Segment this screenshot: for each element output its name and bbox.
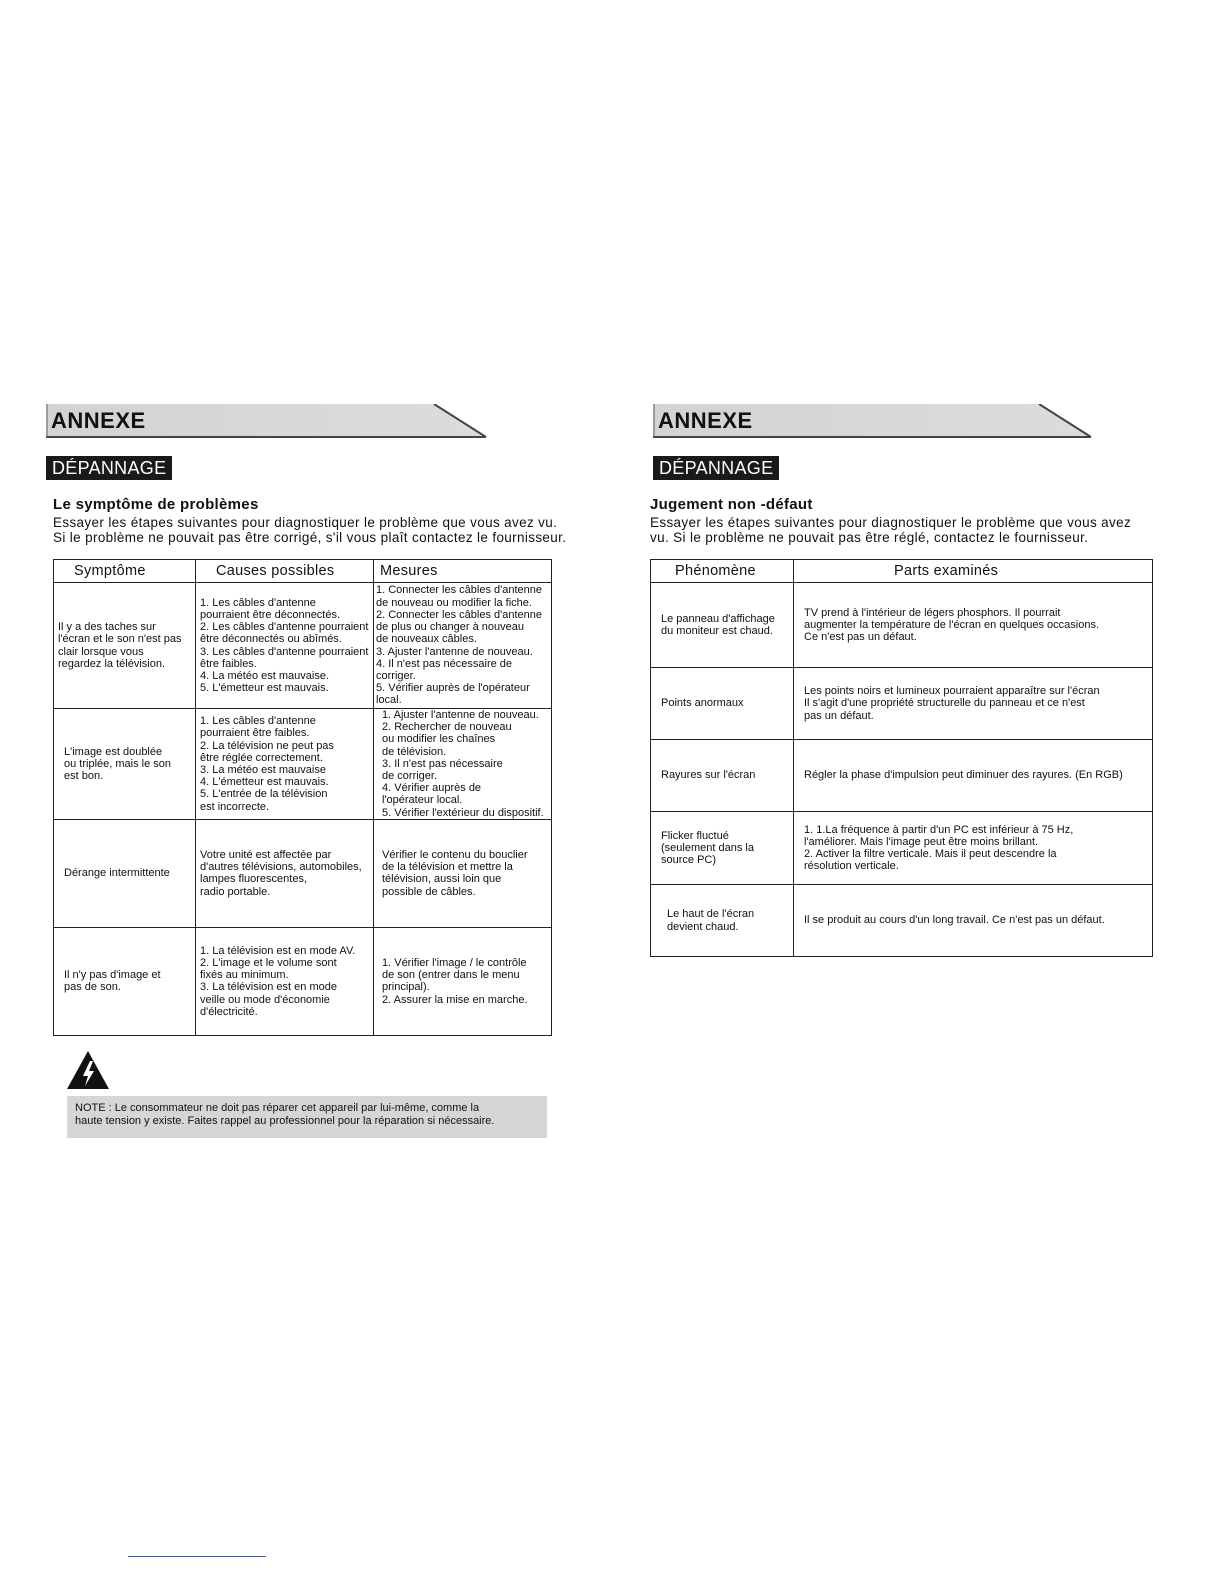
- page-footer-link-line: [128, 1556, 266, 1557]
- right-section-tag: DÉPANNAGE: [653, 456, 779, 480]
- left-heading: Le symptôme de problèmes: [53, 496, 259, 513]
- phenomenon-cell: Le haut de l'écran devient chaud.: [651, 885, 794, 957]
- causes-cell: 1. La télévision est en mode AV. 2. L'image et le volume sont fixés au minimum. 3. La télévision est en mode veille ou mode d'économie d'électricité.: [196, 927, 374, 1035]
- left-annexe-banner: [46, 404, 488, 438]
- right-judgement-table: [650, 559, 1153, 957]
- col-header: Phénomène: [651, 560, 794, 583]
- col-header: Parts examinés: [794, 560, 1153, 583]
- phenomenon-cell: Flicker fluctué (seulement dans la source PC): [651, 812, 794, 885]
- table-row: [651, 812, 1153, 885]
- intro-line: Essayer les étapes suivantes pour diagnostiquer le problème que vous avez vu.: [53, 515, 558, 530]
- parts-cell: Les points noirs et lumineux pourraient apparaître sur l'écran Il s'agit d'une propriété structurelle du panneau et ce n'est pas un défaut.: [794, 668, 1153, 740]
- left-intro: [53, 515, 566, 545]
- note-line: NOTE : Le consommateur ne doit pas réparer cet appareil par lui-même, comme la: [75, 1102, 480, 1114]
- right-annexe-banner: [653, 404, 1095, 438]
- measures-cell: 1. Vérifier l'image / le contrôle de son (entrer dans le menu principal). 2. Assurer la mise en marche.: [374, 927, 552, 1035]
- right-intro: [650, 515, 1131, 545]
- measures-cell: 1. Ajuster l'antenne de nouveau. 2. Rechercher de nouveau ou modifier les chaînes de télévision. 3. Il n'est pas nécessaire de corriger. 4. Vérifier auprès de l'opérateur local. 5. Vérifier l'extérieur du dispositif.: [374, 709, 552, 820]
- causes-cell: 1. Les câbles d'antenne pourraient être faibles. 2. La télévision ne peut pas être réglée correctement. 3. La météo est mauvaise 4. L'émetteur est mauvais. 5. L'entrée de la télévision est incorrecte.: [196, 709, 374, 820]
- note-line: haute tension y existe. Faites rappel au professionnel pour la réparation si nécessaire.: [75, 1115, 495, 1127]
- col-header: Causes possibles: [196, 560, 374, 583]
- table-row: [54, 819, 552, 927]
- measures-cell: Vérifier le contenu du bouclier de la télévision et mettre la télévision, aussi loin que possible de câbles.: [374, 819, 552, 927]
- right-heading: Jugement non -défaut: [650, 496, 813, 513]
- table-row: [651, 583, 1153, 668]
- table-row: [651, 740, 1153, 812]
- parts-cell: TV prend à l'intérieur de légers phosphors. Il pourrait augmenter la température de l'écran en quelques occasions. Ce n'est pas un défaut.: [794, 583, 1153, 668]
- note-box: [67, 1096, 547, 1138]
- table-row: [651, 668, 1153, 740]
- banner-title: ANNEXE: [658, 408, 753, 433]
- intro-line: Essayer les étapes suivantes pour diagnostiquer le problème que vous avez: [650, 515, 1132, 530]
- parts-cell: Régler la phase d'impulsion peut diminuer des rayures. (En RGB): [794, 740, 1153, 812]
- causes-cell: Votre unité est affectée par d'autres télévisions, automobiles, lampes fluorescentes, radio portable.: [196, 819, 374, 927]
- phenomenon-cell: Points anormaux: [651, 668, 794, 740]
- left-section-tag: DÉPANNAGE: [46, 456, 172, 480]
- table-row: [54, 583, 552, 709]
- col-header: Mesures: [374, 560, 552, 583]
- symptom-cell: L'image est doublée ou triplée, mais le son est bon.: [54, 709, 196, 820]
- parts-cell: 1. 1.La fréquence à partir d'un PC est inférieur à 75 Hz, l'améliorer. Mais l'image peut être moins brillant. 2. Activer la filtre verticale. Mais il peut descendre la résolution verticale.: [794, 812, 1153, 885]
- left-symptom-table: [53, 559, 552, 1036]
- table-row: [54, 709, 552, 820]
- col-header: Symptôme: [54, 560, 196, 583]
- phenomenon-cell: Le panneau d'affichage du moniteur est chaud.: [651, 583, 794, 668]
- symptom-cell: Dérange intermittente: [54, 819, 196, 927]
- intro-line: vu. Si le problème ne pouvait pas être réglé, contactez le fournisseur.: [650, 530, 1089, 545]
- intro-line: Si le problème ne pouvait pas être corrigé, s'il vous plaît contactez le fournisseur.: [53, 530, 567, 545]
- symptom-cell: Il n'y pas d'image et pas de son.: [54, 927, 196, 1035]
- phenomenon-cell: Rayures sur l'écran: [651, 740, 794, 812]
- causes-cell: 1. Les câbles d'antenne pourraient être déconnectés. 2. Les câbles d'antenne pourraient être déconnectés ou abîmés. 3. Les câbles d'antenne pourraient être faibles. 4. La météo est mauvaise. 5. L'émetteur est mauvais.: [196, 583, 374, 709]
- symptom-cell: Il y a des taches sur l'écran et le son n'est pas clair lorsque vous regardez la télévision.: [54, 583, 196, 709]
- measures-cell: 1. Connecter les câbles d'antenne de nouveau ou modifier la fiche. 2. Connecter les câbles d'antenne de plus ou changer à nouveau de nouveaux câbles. 3. Ajuster l'antenne de nouveau. 4. Il n'est pas nécessaire de corriger. 5. Vérifier auprès de l'opérateur local.: [374, 583, 552, 709]
- table-row: [54, 927, 552, 1035]
- parts-cell: Il se produit au cours d'un long travail. Ce n'est pas un défaut.: [794, 885, 1153, 957]
- banner-title: ANNEXE: [51, 408, 146, 433]
- table-row: [651, 885, 1153, 957]
- high-voltage-warning-icon: [66, 1050, 110, 1090]
